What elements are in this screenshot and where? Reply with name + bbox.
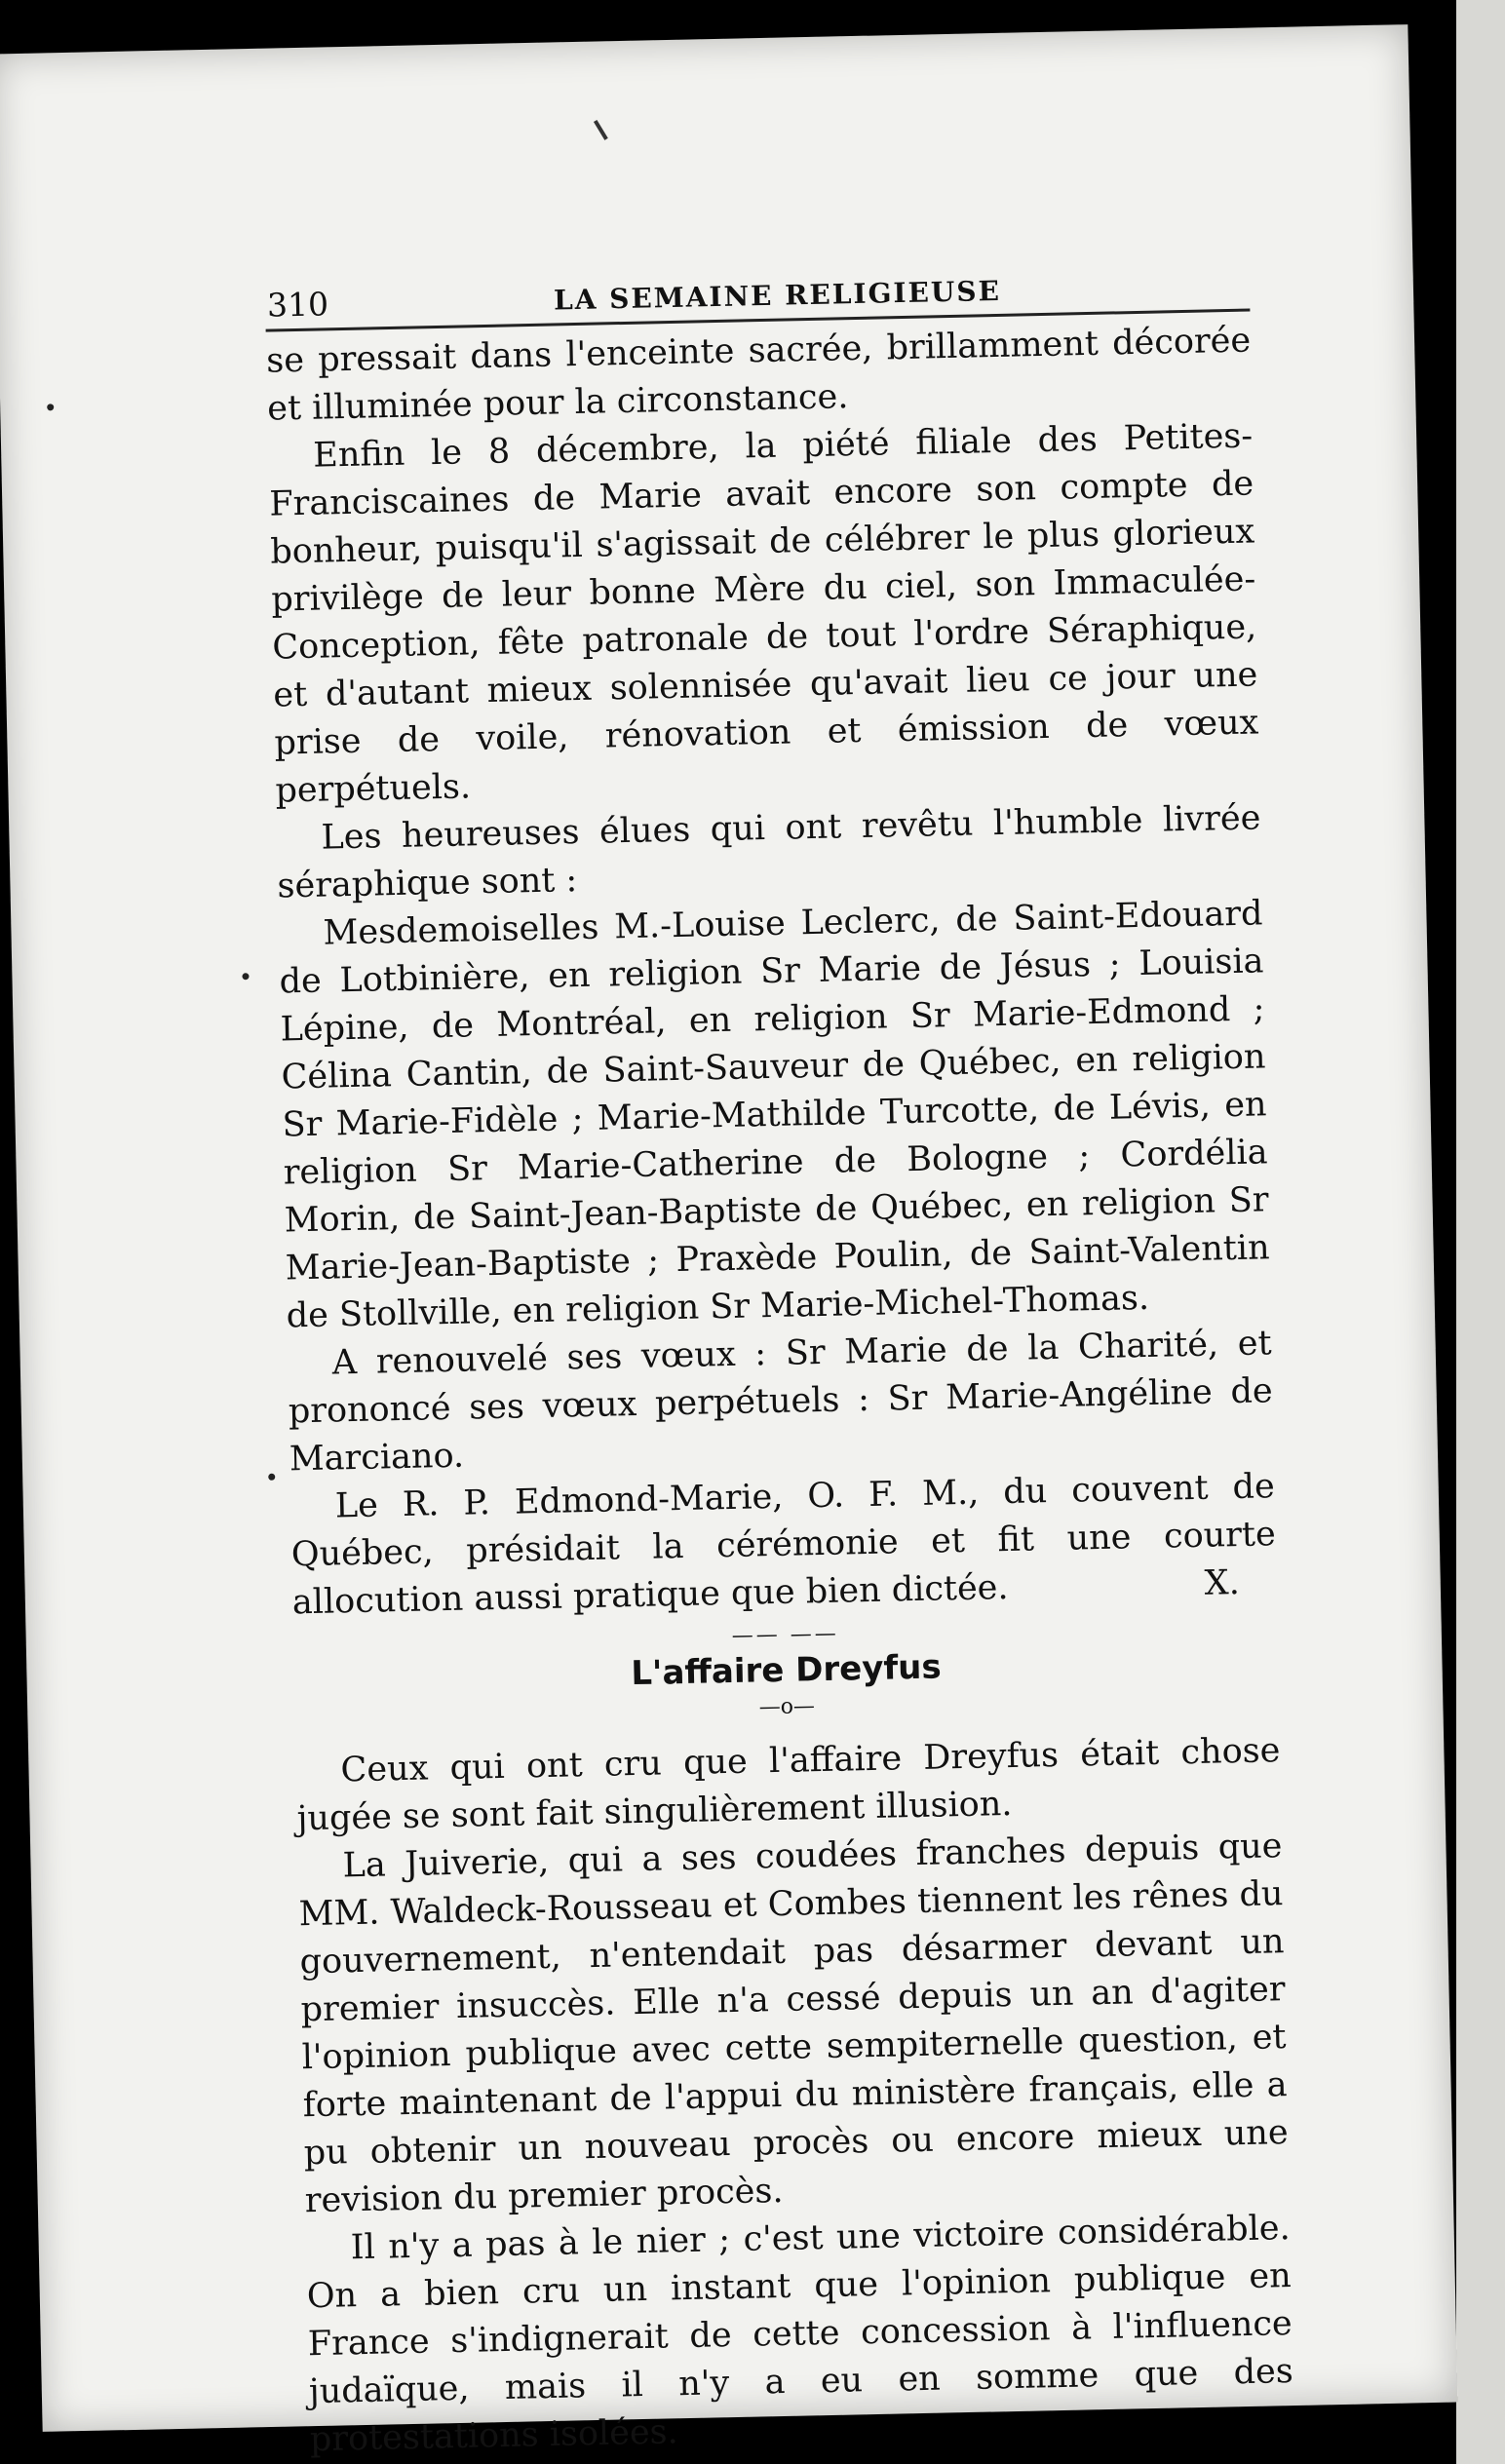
journal-title: LA SEMAINE RELIGIEUSE: [553, 274, 1002, 317]
margin-dot: [242, 973, 249, 980]
section-separator: —— ——: [731, 1621, 840, 1648]
margin-dot: [268, 1474, 275, 1481]
adjacent-page-edge: [1443, 0, 1505, 2464]
paragraph-vows: A renouvelé ses vœux : Sr Marie de la Charité, et prononcé ses vœux perpétuels : Sr Marie-Angéline de Marciano.: [288, 1324, 1274, 1480]
paragraph-presiding: Le R. P. Edmond-Marie, O. F. M., du couvent de Québec, présidait la cérémonie et fit une courte allocution aussi pratique que bien dictée.: [290, 1467, 1277, 1623]
section-rule: —o—: [758, 1694, 816, 1720]
paragraph-continuation: se pressait dans l'enceinte sacrée, brillamment décorée et illuminée pour la circonstance.: [265, 321, 1252, 429]
scan-artifact: [594, 120, 608, 140]
paragraph-elect: Les heureuses élues qui ont revêtu l'humble livrée séraphique sont :: [277, 798, 1261, 906]
signature: X.: [1204, 1563, 1241, 1603]
dreyfus-paragraph-1: Ceux qui ont cru que l'affaire Dreyfus était chose jugée se sont fait singulièrement illusion.: [296, 1731, 1281, 1839]
section-title: L'affaire Dreyfus: [630, 1647, 943, 1694]
page-content: [264, 252, 1294, 2464]
paragraph-names: Mesdemoiselles M.-Louise Leclerc, de Saint-Edouard de Lotbinière, en religion Sr Marie de Jésus ; Louisia Lépine, de Montréal, en religion Sr Marie-Edmond ; Célina Cantin, de Saint-Sauveur de Québec, en religion Sr Marie-Fidèle ; Marie-Mathilde Turcotte, de Lévis, en religion Sr Marie-Catherine de Bologne ; Cordélia Morin, de Saint-Jean-Baptiste de Québec, en religion Sr Marie-Jean-Baptiste ; Praxède Poulin, de Saint-Valentin de Stollville, en religion Sr Marie-Michel-Thomas.: [279, 894, 1270, 1336]
dreyfus-paragraph-2: La Juiverie, qui a ses coudées franches depuis que MM. Waldeck-Rousseau et Combes tiennent les rênes du gouvernement, n'entendait pas désarmer devant un premier insuccès. Elle n'a cessé depuis un an d'agiter l'opinion publique avec cette sempiternelle question, et forte maintenant de l'appui du ministère français, elle a pu obtenir un nouveau procès ou encore mieux une revision du premier procès.: [298, 1827, 1289, 2221]
dreyfus-paragraph-3: Il n'y a pas à le nier ; c'est une victoire considérable. On a bien cru un instant que l'opinion publique en France s'indignerait de cette concession à l'influence judaïque, mais il n'y a eu en somme que des protestations isolées.: [306, 2209, 1294, 2460]
margin-dot: [47, 404, 54, 410]
page-number: 310: [266, 285, 329, 325]
paragraph-december-feast: Enfin le 8 décembre, la piété filiale des Petites-Franciscaines de Marie avait encore son compte de bonheur, puisqu'il s'agissait de célébrer le plus glorieux privilège de leur bonne Mère du ciel, son Immaculée-Conception, fête patronale de tout l'ordre Séraphique, et d'autant mieux solennisée qu'avait lieu ce jour une prise de voile, rénovation et émission de vœux perpétuels.: [268, 416, 1259, 811]
book-page: [0, 24, 1457, 2460]
